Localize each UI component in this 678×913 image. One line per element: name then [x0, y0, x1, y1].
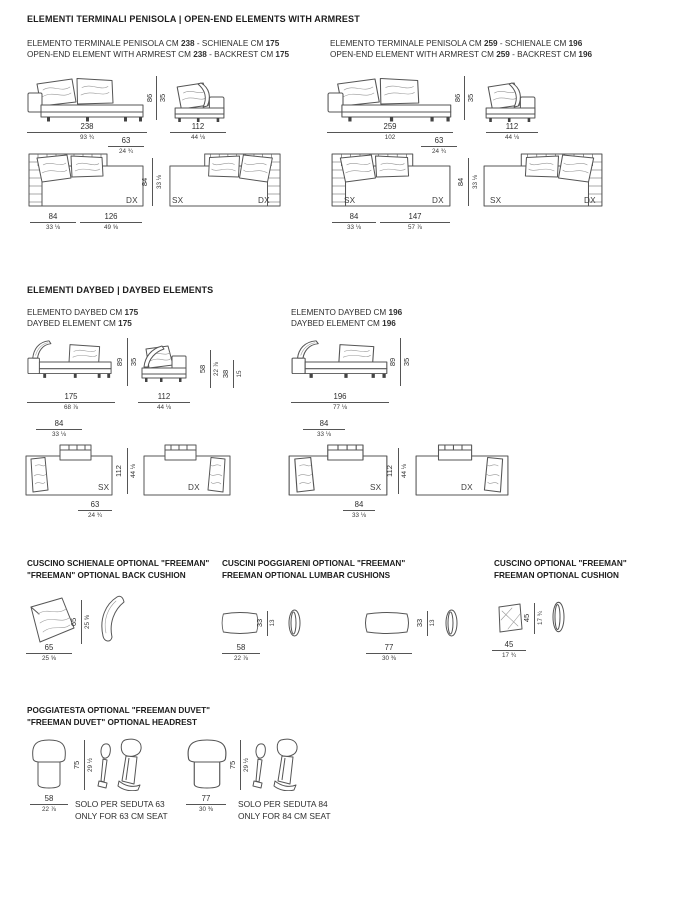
dim-back-58-in: 22 ⅞	[213, 362, 220, 377]
dim-height-seat: 35	[466, 93, 475, 103]
dim-in: 22 ⅞	[233, 655, 248, 662]
dim-in: 68 ⅞	[63, 404, 78, 411]
dim-height-total: 89	[115, 357, 124, 367]
dim-depth-112-in: 44 ⅛	[401, 464, 408, 479]
dim-depth-112: 112	[114, 465, 123, 477]
dim-cm: 112	[505, 122, 519, 131]
drawing-headrest-profile-1	[252, 742, 267, 792]
dim-depth-112: 112	[385, 465, 394, 477]
drawing-cushion-45	[495, 602, 525, 634]
dim-in: 33 ⅛	[351, 512, 366, 519]
title-line-it: ELEMENTO DAYBED CM 196	[291, 308, 403, 317]
dim-back-58: 58	[198, 364, 207, 374]
dim-77	[366, 643, 412, 663]
title-daybed-196	[291, 307, 402, 329]
dim-height-seat: 35	[402, 357, 411, 367]
dim-84	[343, 500, 375, 520]
dim-height-seat: 35	[158, 93, 167, 103]
drawing-lumbar-profile	[444, 608, 459, 638]
dim-cm: 112	[191, 122, 205, 131]
dim-cm: 238	[80, 122, 94, 131]
dim-in: 33 ⅛	[316, 431, 331, 438]
dim-in: 30 ⅜	[198, 806, 213, 813]
dim-75: 75	[228, 760, 237, 770]
dim-in: 44 ⅛	[190, 134, 205, 141]
label-dx: DX	[432, 196, 444, 205]
dim-cm: 63	[90, 500, 100, 509]
dim-cm: 259	[383, 122, 397, 131]
dim-extension-line	[400, 338, 401, 386]
dim-in: 44 ⅛	[504, 134, 519, 141]
title-line-en: OPEN-END ELEMENT WITH ARMREST CM 259 - BACKREST CM 196	[330, 50, 593, 59]
dim-cm: 84	[48, 212, 58, 221]
drawing-back-cushion-profile	[94, 594, 128, 646]
drawing-daybed-top-175-dx	[143, 444, 231, 496]
label-dx: DX	[188, 483, 200, 492]
label-dx: DX	[461, 483, 473, 492]
dim-75-in: 29 ½	[243, 758, 250, 773]
dim-cm: 63	[121, 136, 131, 145]
drawing-sofa-end-238	[172, 80, 226, 122]
dim-extension-line	[233, 360, 234, 388]
dim-75: 75	[72, 760, 81, 770]
section-header-penisola: ELEMENTI TERMINALI PENISOLA | OPEN-END ELEMENTS WITH ARMREST	[27, 14, 360, 24]
dim-84	[30, 212, 76, 232]
dim-in: 24 ¾	[87, 512, 102, 519]
dim-in: 22 ⅞	[41, 806, 56, 813]
dim-in: 102	[384, 134, 396, 141]
title-line-en: FREEMAN OPTIONAL LUMBAR CUSHIONS	[222, 570, 391, 580]
dim-cm: 77	[201, 794, 211, 803]
section-header-daybed: ELEMENTI DAYBED | DAYBED ELEMENTS	[27, 285, 214, 295]
dim-in: 17 ¾	[501, 652, 516, 659]
dim-depth-84: 84	[456, 177, 465, 187]
dim-in: 44 ⅛	[156, 404, 171, 411]
dim-cm: 196	[333, 392, 347, 401]
dim-cm: 84	[54, 419, 64, 428]
label-dx: DX	[584, 196, 596, 205]
dim-58	[222, 643, 260, 663]
dim-75-in: 29 ½	[87, 758, 94, 773]
dim-in: 49 ⅝	[103, 224, 118, 231]
dim-cm: 58	[44, 794, 54, 803]
title-line-en: OPEN-END ELEMENT WITH ARMREST CM 238 - BACKREST CM 175	[27, 50, 290, 59]
title-line-en: FREEMAN OPTIONAL CUSHION	[494, 570, 619, 580]
dim-33: 33	[415, 618, 424, 628]
dim-cm: 77	[384, 643, 394, 652]
dim-in: 57 ⅞	[407, 224, 422, 231]
dim-84	[332, 212, 376, 232]
title-daybed-175	[27, 307, 138, 329]
dim-cm: 65	[44, 643, 54, 652]
dim-extension-line	[81, 600, 82, 644]
label-dx: DX	[258, 196, 270, 205]
dim-extension-line	[427, 611, 428, 636]
dim-extension-line	[267, 611, 268, 636]
label-dx: DX	[126, 196, 138, 205]
dim-65	[26, 643, 72, 663]
note-line-it: SOLO PER SEDUTA 63	[75, 799, 165, 809]
dim-depth-84-in: 33 ⅛	[472, 175, 479, 190]
dim-cm: 147	[408, 212, 422, 221]
dim-cm: 126	[104, 212, 118, 221]
drawing-daybed-end	[140, 342, 188, 388]
label-sx: SX	[344, 196, 356, 205]
dim-58	[30, 794, 68, 814]
dim-33-in: 13	[429, 619, 436, 627]
drawing-lumbar-77	[363, 610, 411, 636]
dim-126	[80, 212, 142, 232]
dim-65-in: 25 ⅝	[84, 615, 91, 630]
dim-65: 65	[69, 617, 78, 627]
dim-cm: 84	[319, 419, 329, 428]
dim-extension-line	[464, 76, 465, 120]
drawing-headrest-profile-2	[116, 737, 146, 791]
title-line-it: ELEMENTO DAYBED CM 175	[27, 308, 139, 317]
dim-63	[78, 500, 112, 520]
drawing-lumbar-58	[220, 610, 260, 636]
dim-height-total: 86	[453, 93, 462, 103]
note-line-en: ONLY FOR 84 CM SEAT	[238, 810, 331, 821]
note-seat-63	[75, 799, 168, 822]
dim-width-196	[291, 392, 389, 412]
title-back-cushion	[27, 558, 209, 581]
title-line-it: POGGIATESTA OPTIONAL "FREEMAN DUVET"	[27, 706, 211, 715]
dim-cm: 84	[349, 212, 359, 221]
drawing-sofa-front-259	[327, 74, 455, 122]
title-lumbar-cushions	[222, 558, 405, 581]
title-optional-cushion	[494, 558, 627, 581]
dim-45-in: 17 ¾	[537, 611, 544, 626]
dim-extension-line	[127, 448, 128, 494]
dim-width-175	[27, 392, 115, 412]
dim-in: 77 ⅛	[332, 404, 347, 411]
drawing-headrest-profile-2	[272, 737, 302, 791]
label-sx: SX	[370, 483, 382, 492]
dim-77	[186, 794, 226, 814]
dim-seat-38: 38	[221, 369, 230, 379]
dim-extension-line	[240, 740, 241, 790]
title-element-238	[27, 38, 289, 60]
drawing-cushion-profile	[551, 600, 566, 634]
dim-in: 24 ¾	[431, 148, 446, 155]
dim-extension-line	[127, 338, 128, 386]
dim-depth-112	[170, 122, 226, 142]
dim-in: 24 ¾	[118, 148, 133, 155]
dim-in: 33 ⅛	[45, 224, 60, 231]
dim-84	[36, 419, 82, 439]
title-line-en: "FREEMAN DUVET" OPTIONAL HEADREST	[27, 717, 198, 727]
title-line-it: CUSCINO SCHIENALE OPTIONAL "FREEMAN"	[27, 559, 210, 568]
title-line-en: "FREEMAN" OPTIONAL BACK CUSHION	[27, 570, 186, 580]
drawing-headrest-profile-1	[97, 742, 112, 792]
dim-extension-line	[468, 158, 469, 206]
note-seat-84	[238, 799, 331, 822]
note-line-it: SOLO PER SEDUTA 84	[238, 799, 328, 809]
dim-cm: 58	[236, 643, 246, 652]
dim-45: 45	[522, 613, 531, 623]
dim-in: 25 ⅝	[41, 655, 56, 662]
drawing-sofa-end-259	[483, 80, 537, 122]
dim-in: 30 ⅜	[381, 655, 396, 662]
dim-height-total: 89	[388, 357, 397, 367]
dim-84	[303, 419, 345, 439]
dim-33: 33	[255, 618, 264, 628]
dim-45	[492, 640, 526, 660]
title-line-en: DAYBED ELEMENT CM 196	[291, 319, 396, 328]
dim-depth-112	[486, 122, 538, 142]
dim-147	[380, 212, 450, 232]
title-line-it: ELEMENTO TERMINALE PENISOLA CM 238 - SCHIENALE CM 175	[27, 39, 280, 48]
title-line-it: CUSCINO OPTIONAL "FREEMAN"	[494, 559, 627, 568]
dim-depth-84-in: 33 ⅛	[156, 175, 163, 190]
label-sx: SX	[172, 196, 184, 205]
drawing-headrest-58	[30, 738, 68, 790]
dim-extension-line	[534, 603, 535, 634]
dim-extension-line	[152, 158, 153, 206]
dim-cm: 63	[434, 136, 444, 145]
dim-in: 93 ¾	[79, 134, 94, 141]
dim-in: 33 ⅛	[346, 224, 361, 231]
drawing-daybed-front-175	[27, 336, 113, 388]
dim-extension-line	[156, 76, 157, 120]
dim-seat-38-in: 15	[236, 370, 243, 378]
dim-depth-112	[138, 392, 190, 412]
dim-cm: 84	[354, 500, 364, 509]
drawing-daybed-front-196	[291, 336, 389, 388]
dim-33-in: 13	[269, 619, 276, 627]
dim-height-seat: 35	[129, 357, 138, 367]
dim-extension-line	[84, 740, 85, 790]
dim-extension-line	[210, 350, 211, 388]
dim-cm: 45	[504, 640, 514, 649]
label-sx: SX	[490, 196, 502, 205]
title-headrest	[27, 705, 210, 728]
note-line-en: ONLY FOR 63 CM SEAT	[75, 810, 168, 821]
title-element-259	[330, 38, 592, 60]
dim-cm: 175	[64, 392, 78, 401]
dim-in: 33 ⅛	[51, 431, 66, 438]
drawing-headrest-77	[185, 738, 229, 790]
drawing-lumbar-profile	[287, 608, 302, 638]
dim-depth-84: 84	[140, 177, 149, 187]
dim-cm: 112	[157, 392, 171, 401]
title-line-en: DAYBED ELEMENT CM 175	[27, 319, 132, 328]
drawing-sofa-front-238	[27, 74, 147, 122]
title-line-it: ELEMENTO TERMINALE PENISOLA CM 259 - SCHIENALE CM 196	[330, 39, 583, 48]
dim-height-total: 86	[145, 93, 154, 103]
dim-extension-line	[398, 448, 399, 494]
dim-depth-112-in: 44 ⅛	[130, 464, 137, 479]
title-line-it: CUSCINI POGGIARENI OPTIONAL "FREEMAN"	[222, 559, 406, 568]
label-sx: SX	[98, 483, 110, 492]
